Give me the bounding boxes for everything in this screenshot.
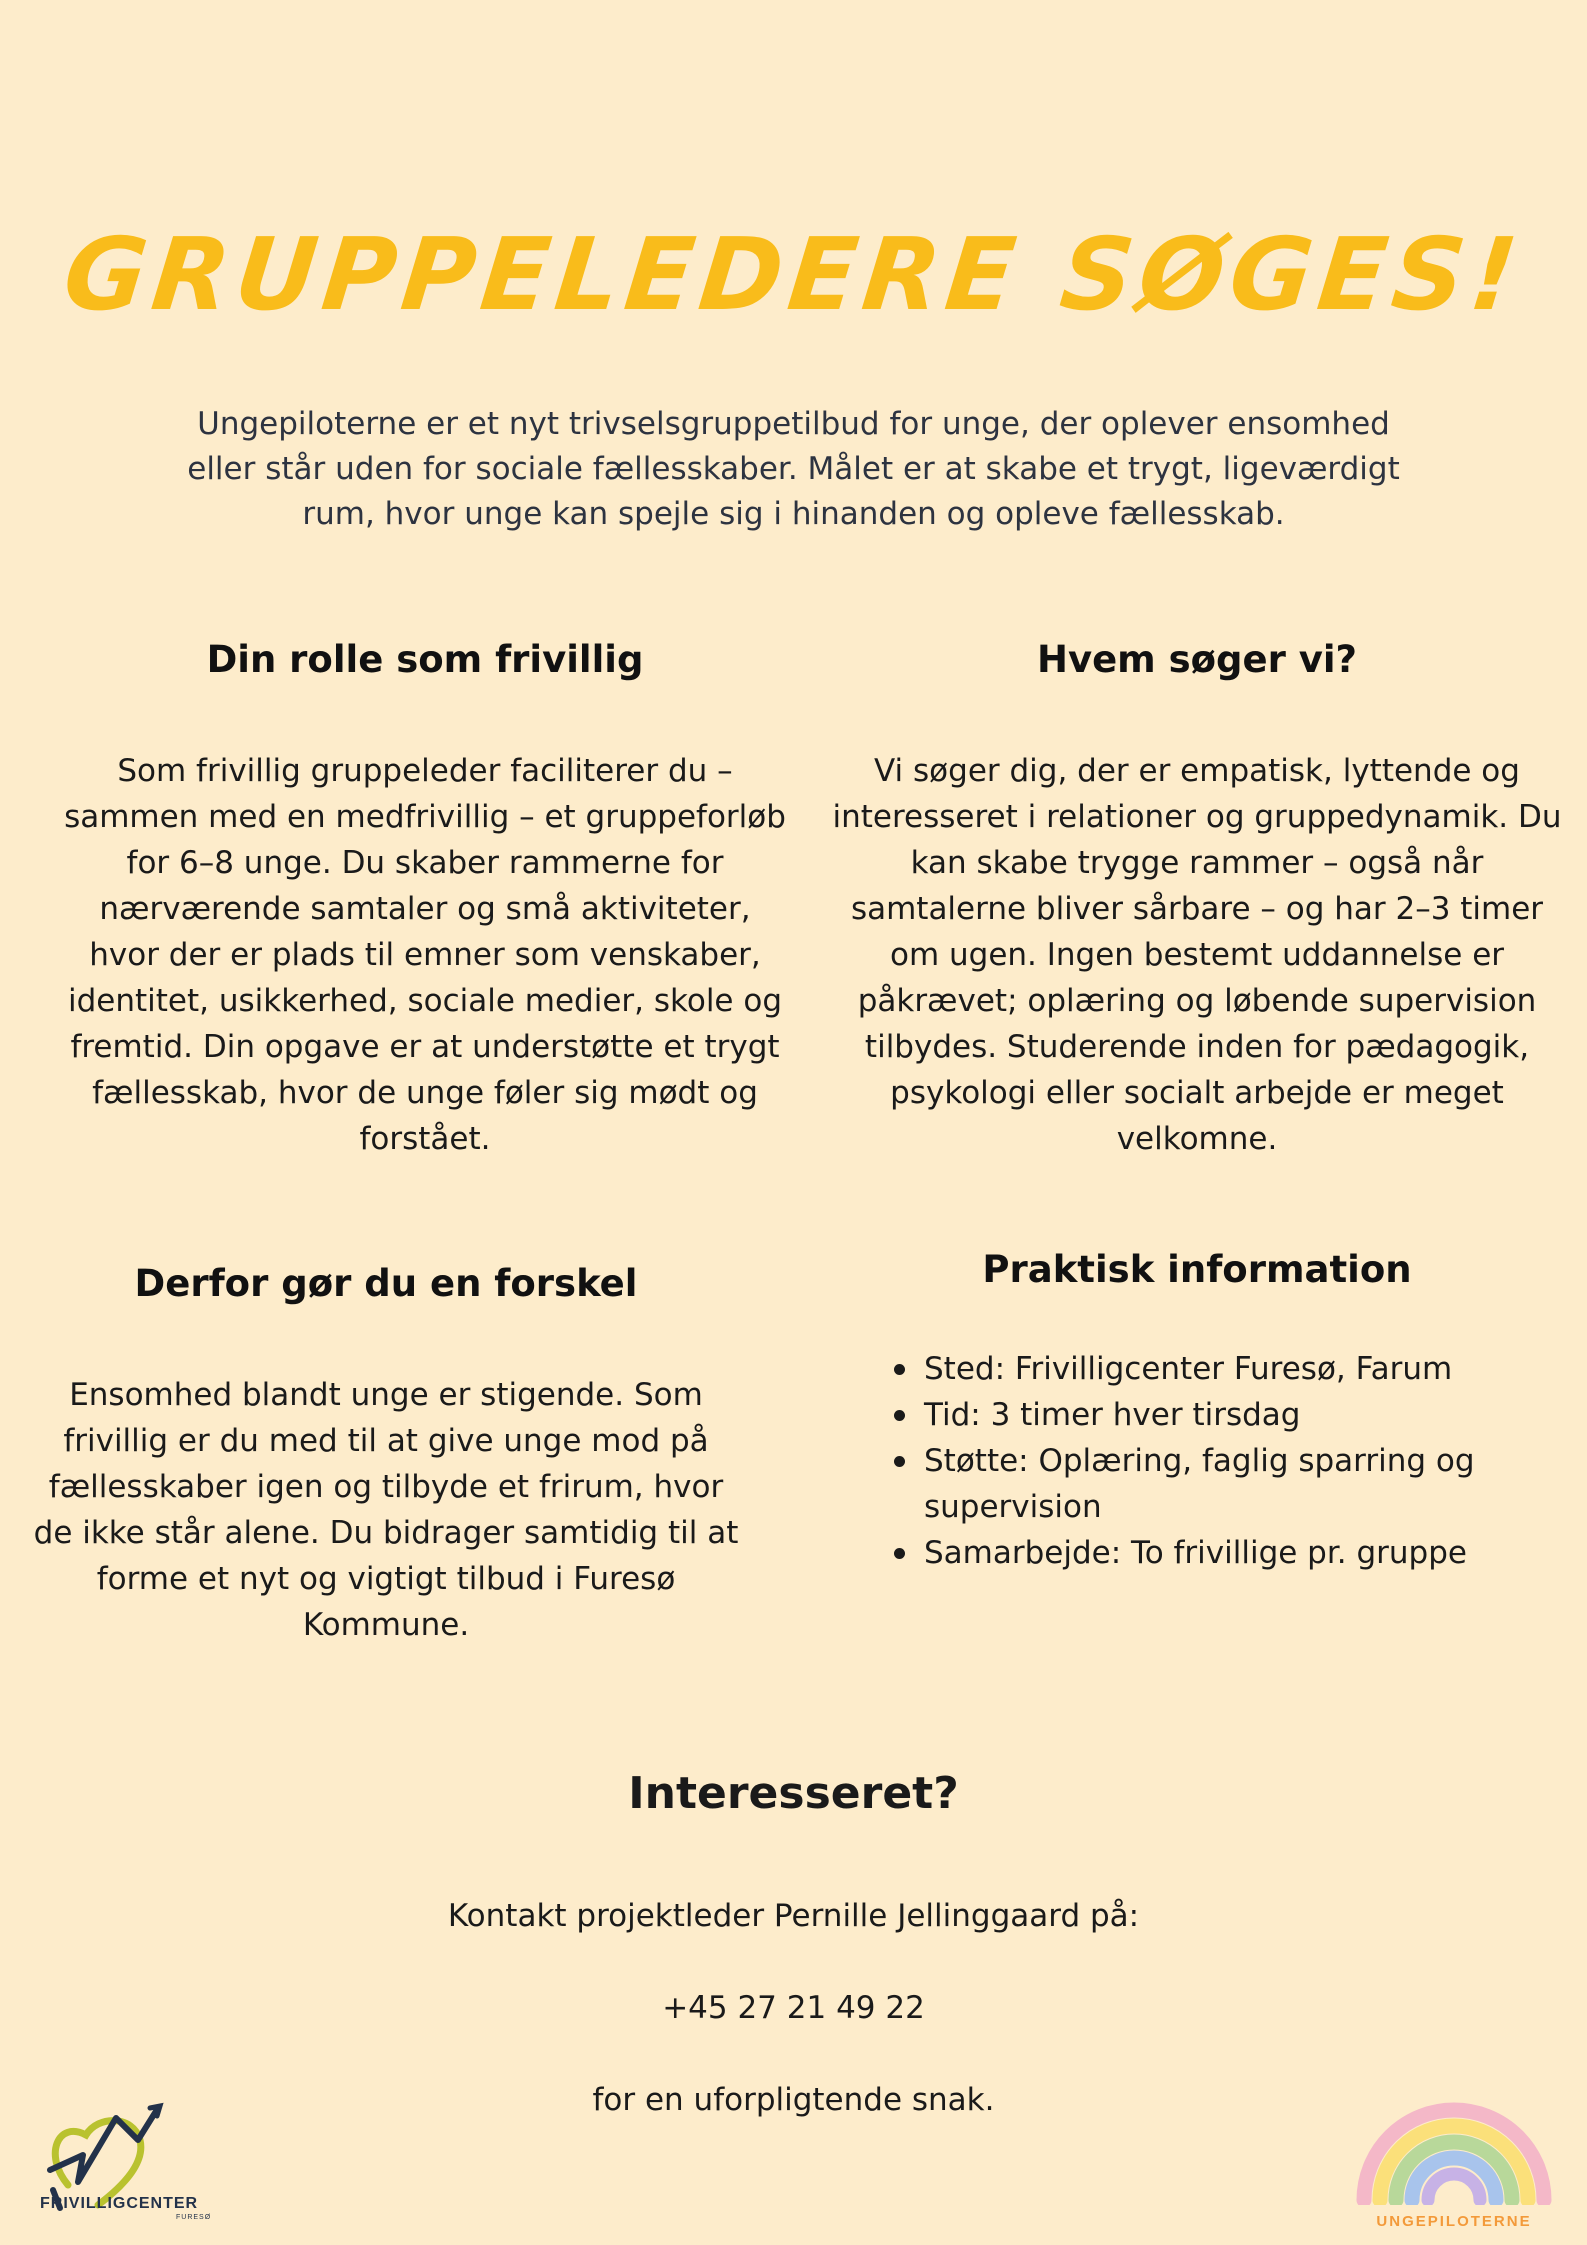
practical-info-list <box>880 1346 1514 1576</box>
frivilligcenter-logo-subtext: FURESØ <box>176 2214 212 2221</box>
section-text-forskel: Ensomhed blandt unge er stigende. Som frivillig er du med til at give unge mod på fællesskaber igen og tilbyde et frirum, hvor de ikke står alene. Du bidrager samtidig til at forme et nyt og vigtigt tilbud i Furesø Kommune. <box>33 1377 739 1643</box>
rainbow-logo-icon <box>1350 2075 1558 2205</box>
ungepiloterne-logo-text: UNGEPILOTERNE <box>1376 2213 1532 2230</box>
section-text-hvem: Vi søger dig, der er empatisk, lyttende og interesseret i relationer og gruppedynamik. Du kan skabe trygge rammer – også når samtalerne bliver sårbare – og har 2–3 timer om ugen. Ingen bestemt uddannelse er påkrævet; oplæring og løbende supervision tilbydes. Studerende inden for pædagogik, psykologi eller socialt arbejde er meget velkomne. <box>832 753 1562 1157</box>
list-item: Tid: 3 timer hver tirsdag <box>894 1392 1514 1438</box>
list-item: Støtte: Oplæring, faglig sparring og supervision <box>894 1438 1514 1530</box>
section-text-rolle: Som frivillig gruppeleder faciliterer du – sammen med en medfrivillig – et gruppeforløb for 6–8 unge. Du skaber rammerne for nærværende samtaler og små aktiviteter, hvor der er plads til emner som venskaber, identitet, usikkerhed, sociale medier, skole og fremtid. Din opgave er at understøtte et trygt fællesskab, hvor de unge føler sig mødt og forstået. <box>64 753 786 1157</box>
contact-heading: Interesseret? <box>628 1768 959 1819</box>
section-heading-hvem: Hvem søger vi? <box>1036 638 1358 681</box>
section-heading-praktisk: Praktisk information <box>982 1248 1412 1291</box>
list-item: Sted: Frivilligcenter Furesø, Farum <box>894 1346 1514 1392</box>
frivilligcenter-logo-text: FRIVILLIGCENTER <box>40 2195 199 2212</box>
contact-closing-text: for en uforpligtende snak. <box>592 2082 995 2118</box>
contact-intro-text: Kontakt projektleder Pernille Jellinggaard på: <box>447 1898 1140 1934</box>
section-heading-rolle: Din rolle som frivillig <box>206 638 644 681</box>
list-item: Samarbejde: To frivillige pr. gruppe <box>894 1530 1514 1576</box>
contact-phone: +45 27 21 49 22 <box>662 1990 925 2026</box>
intro-paragraph: Ungepiloterne er et nyt trivselsgruppetilbud for unge, der oplever ensomhed eller står uden for sociale fællesskaber. Målet er at skabe et trygt, ligeværdigt rum, hvor unge kan spejle sig i hinanden og opleve fællesskab. <box>187 406 1400 532</box>
section-heading-forskel: Derfor gør du en forskel <box>134 1262 638 1305</box>
page-headline: GRUPPELEDERE SØGES! <box>58 216 1529 333</box>
